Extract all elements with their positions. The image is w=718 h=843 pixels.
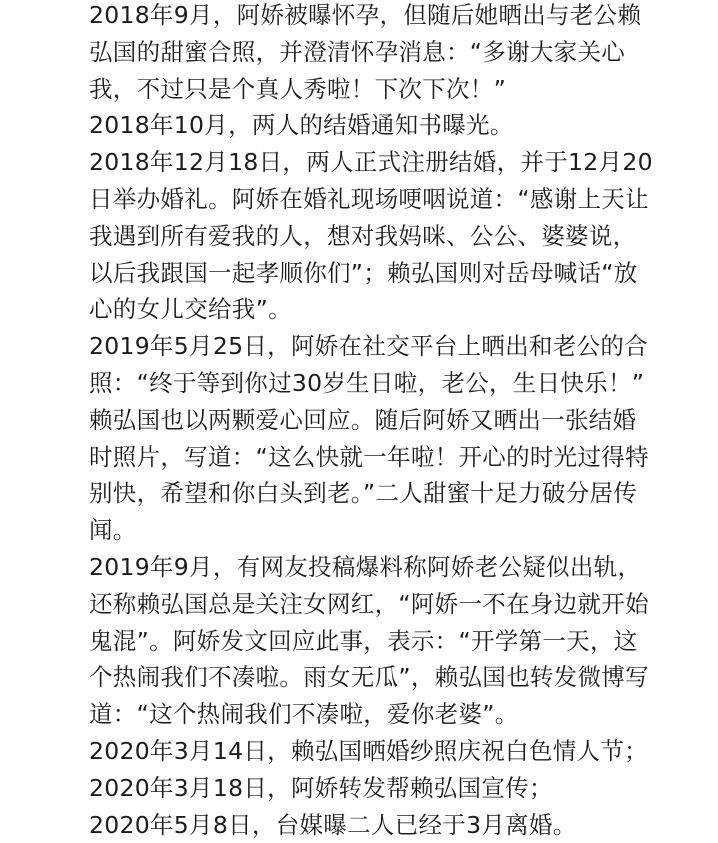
text-line: 别快，希望和你白头到老。”二人甜蜜十足力破分居传 [89,479,638,508]
text-line: 我遇到所有爱我的人，想对我妈咪、公公、婆婆说， [89,221,637,250]
text-line: 2019年5月25日，阿娇在社交平台上晒出和老公的合 [89,332,648,361]
text-line: 2018年10月，两人的结婚通知书曝光。 [89,111,514,140]
text-line: 赖弘国也以两颗爱心回应。随后阿娇又晒出一张结婚 [89,405,637,434]
text-line: 照：“终于等到你过30岁生日啦，老公，生日快乐！” [89,368,645,397]
text-line: 2018年9月，阿娇被曝怀孕，但随后她晒出与老公赖 [89,1,642,29]
text-line: 闻。 [89,516,137,545]
text-line: 我，不过只是个真人秀啦！下次下次！” [89,74,507,103]
text-line: 道：“这个热闹我们不凑啦，爱你老婆”。 [89,700,519,729]
text-line: 日举办婚礼。阿娇在婚礼现场哽咽说道：“感谢上天让 [89,184,649,213]
text-line: 个热闹我们不凑啦。雨女无瓜”，赖弘国也转发微博写 [89,663,649,692]
text-line: 弘国的甜蜜合照，并澄清怀孕消息：“多谢大家关心 [89,37,626,66]
text-line: 2020年3月14日，赖弘国晒婚纱照庆祝白色情人节； [89,736,648,765]
text-line: 心的女儿交给我”。 [89,295,292,324]
text-line: 2020年5月8日，台媒曝二人已经于3月离婚。 [89,810,577,839]
text-line: 2020年3月18日，阿娇转发帮赖弘国宣传； [89,773,553,802]
text-line: 鬼混”。阿娇发文回应此事，表示：“开学第一天，这 [89,626,638,655]
article-body [89,0,689,843]
text-line: 2019年9月，有网友投稿爆料称阿娇老公疑似出轨， [89,552,642,581]
text-line: 以后我跟国一起孝顺你们”；赖弘国则对岳母喊话“放 [89,258,638,287]
text-line: 还称赖弘国总是关注女网红，“阿娇一不在身边就开始 [89,589,649,618]
text-line: 时照片，写道：“这么快就一年啦！开心的时光过得特 [89,442,649,471]
text-line: 2018年12月18日，两人正式注册结婚，并于12月20 [89,148,653,177]
